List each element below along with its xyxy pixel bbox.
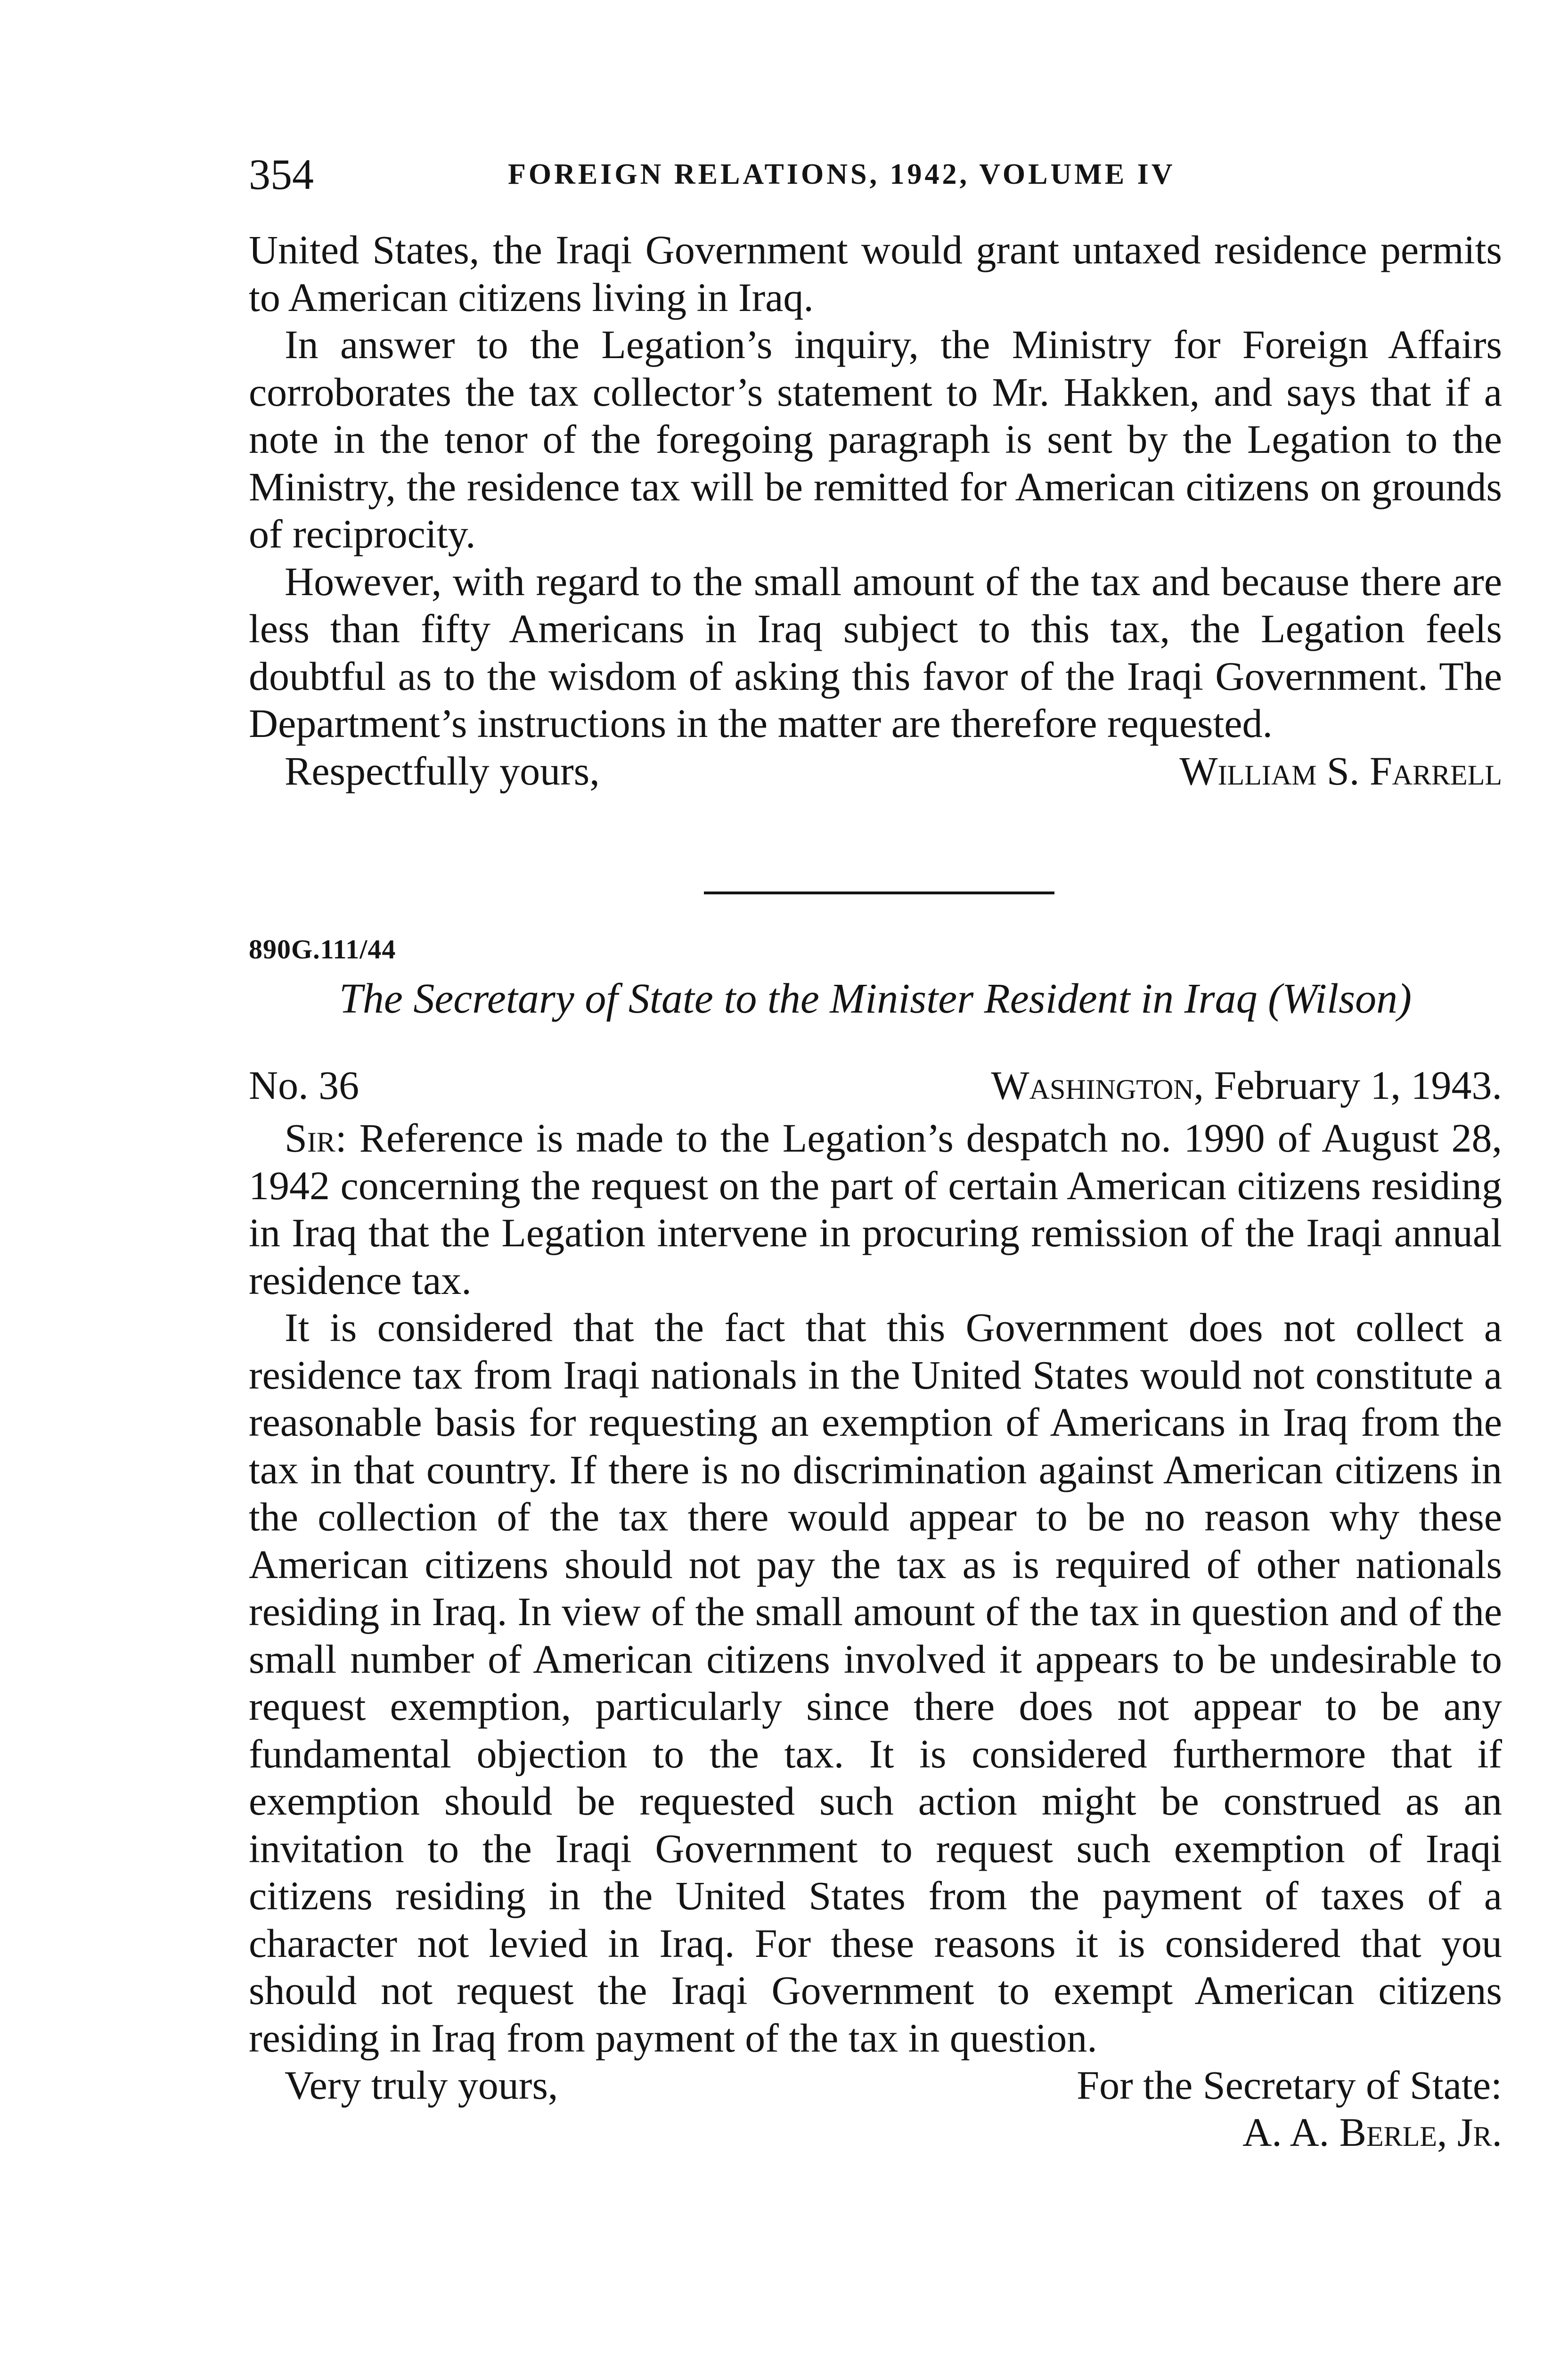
closing-2: Very truly yours, [285, 2062, 558, 2108]
paragraph-4 [249, 1114, 1502, 1304]
signature-block-2 [249, 2062, 1502, 2109]
signature-2: A. A. Berle, Jr. [1242, 2110, 1502, 2155]
page-number: 354 [249, 150, 314, 198]
signature-line-2 [249, 2109, 1502, 2156]
document-title: The Secretary of State to the Minister Resident in Iraq (Wilson) [339, 975, 1412, 1022]
closing-1: Respectfully yours, [285, 748, 600, 794]
paragraph-1: United States, the Iraqi Government would grant untaxed residence permits to American citizens living in Iraq. [249, 227, 1502, 320]
section-2-body [249, 1114, 1502, 2156]
dateline [249, 1059, 1502, 1111]
section-1-body [249, 226, 1502, 794]
running-head: FOREIGN RELATIONS, 1942, VOLUME IV [508, 158, 1176, 190]
document-number: No. 36 [249, 1063, 359, 1108]
paragraph-2: In answer to the Legation’s inquiry, the Ministry for Foreign Affairs corroborates the tax collector’s statement to Mr. Hakken, and says that if a note in the tenor of the foregoing paragraph is sent by the Legation to the Ministry, the residence tax will be remitted for American citizens on grounds of reciprocity. [249, 322, 1502, 556]
file-number: 890G.111/44 [249, 934, 396, 965]
paragraph-4-text: : Reference is made to the Legation’s despatch no. 1990 of August 28, 1942 concerning the request on the part of certain American citizens residing in Iraq that the Legation intervene in procuring remission of the Iraqi annual residence tax. [249, 1115, 1502, 1303]
for-line: For the Secretary of State: [1077, 2062, 1502, 2108]
dateline-date: , February 1, 1943. [1193, 1063, 1502, 1108]
dateline-place: Washington [991, 1063, 1194, 1108]
place-date [991, 1059, 1502, 1111]
section-divider [704, 892, 1054, 894]
paragraph-3: However, with regard to the small amount of the tax and because there are less than fifty Americans in Iraq subject to this tax, the Legation feels doubtful as to the wisdom of asking this favor of the Iraqi Government. The Department’s instructions in the matter are therefore requested. [249, 558, 1502, 746]
salutation: Sir [285, 1115, 335, 1161]
signature-1: William S. Farrell [1179, 748, 1502, 794]
signature-block-1 [249, 747, 1502, 794]
paragraph-5: It is considered that the fact that this Government does not collect a residence tax from Iraqi nationals in the United States would not constitute a reasonable basis for requesting an exemption of Americans in Iraq from the tax in that country. If there is no discrimination against American citizens in the collection of the tax there would appear to be no reason why these American citizens should not pay the tax as is required of other nationals residing in Iraq. In view of the small amount of the tax in question and of the small number of American citizens involved it appears to be undesirable to request exemption, particularly since there does not appear to be any fundamental objection to the tax. It is considered furthermore that if exemption should be requested such action might be construed as an invitation to the Iraqi Government to request such exemption of Iraqi citizens residing in the United States from the payment of taxes of a character not levied in Iraq. For these reasons it is considered that you should not request the Iraqi Government to exempt American citizens residing in Iraq from payment of the tax in question. [249, 1305, 1502, 2061]
page-header [249, 141, 1502, 207]
